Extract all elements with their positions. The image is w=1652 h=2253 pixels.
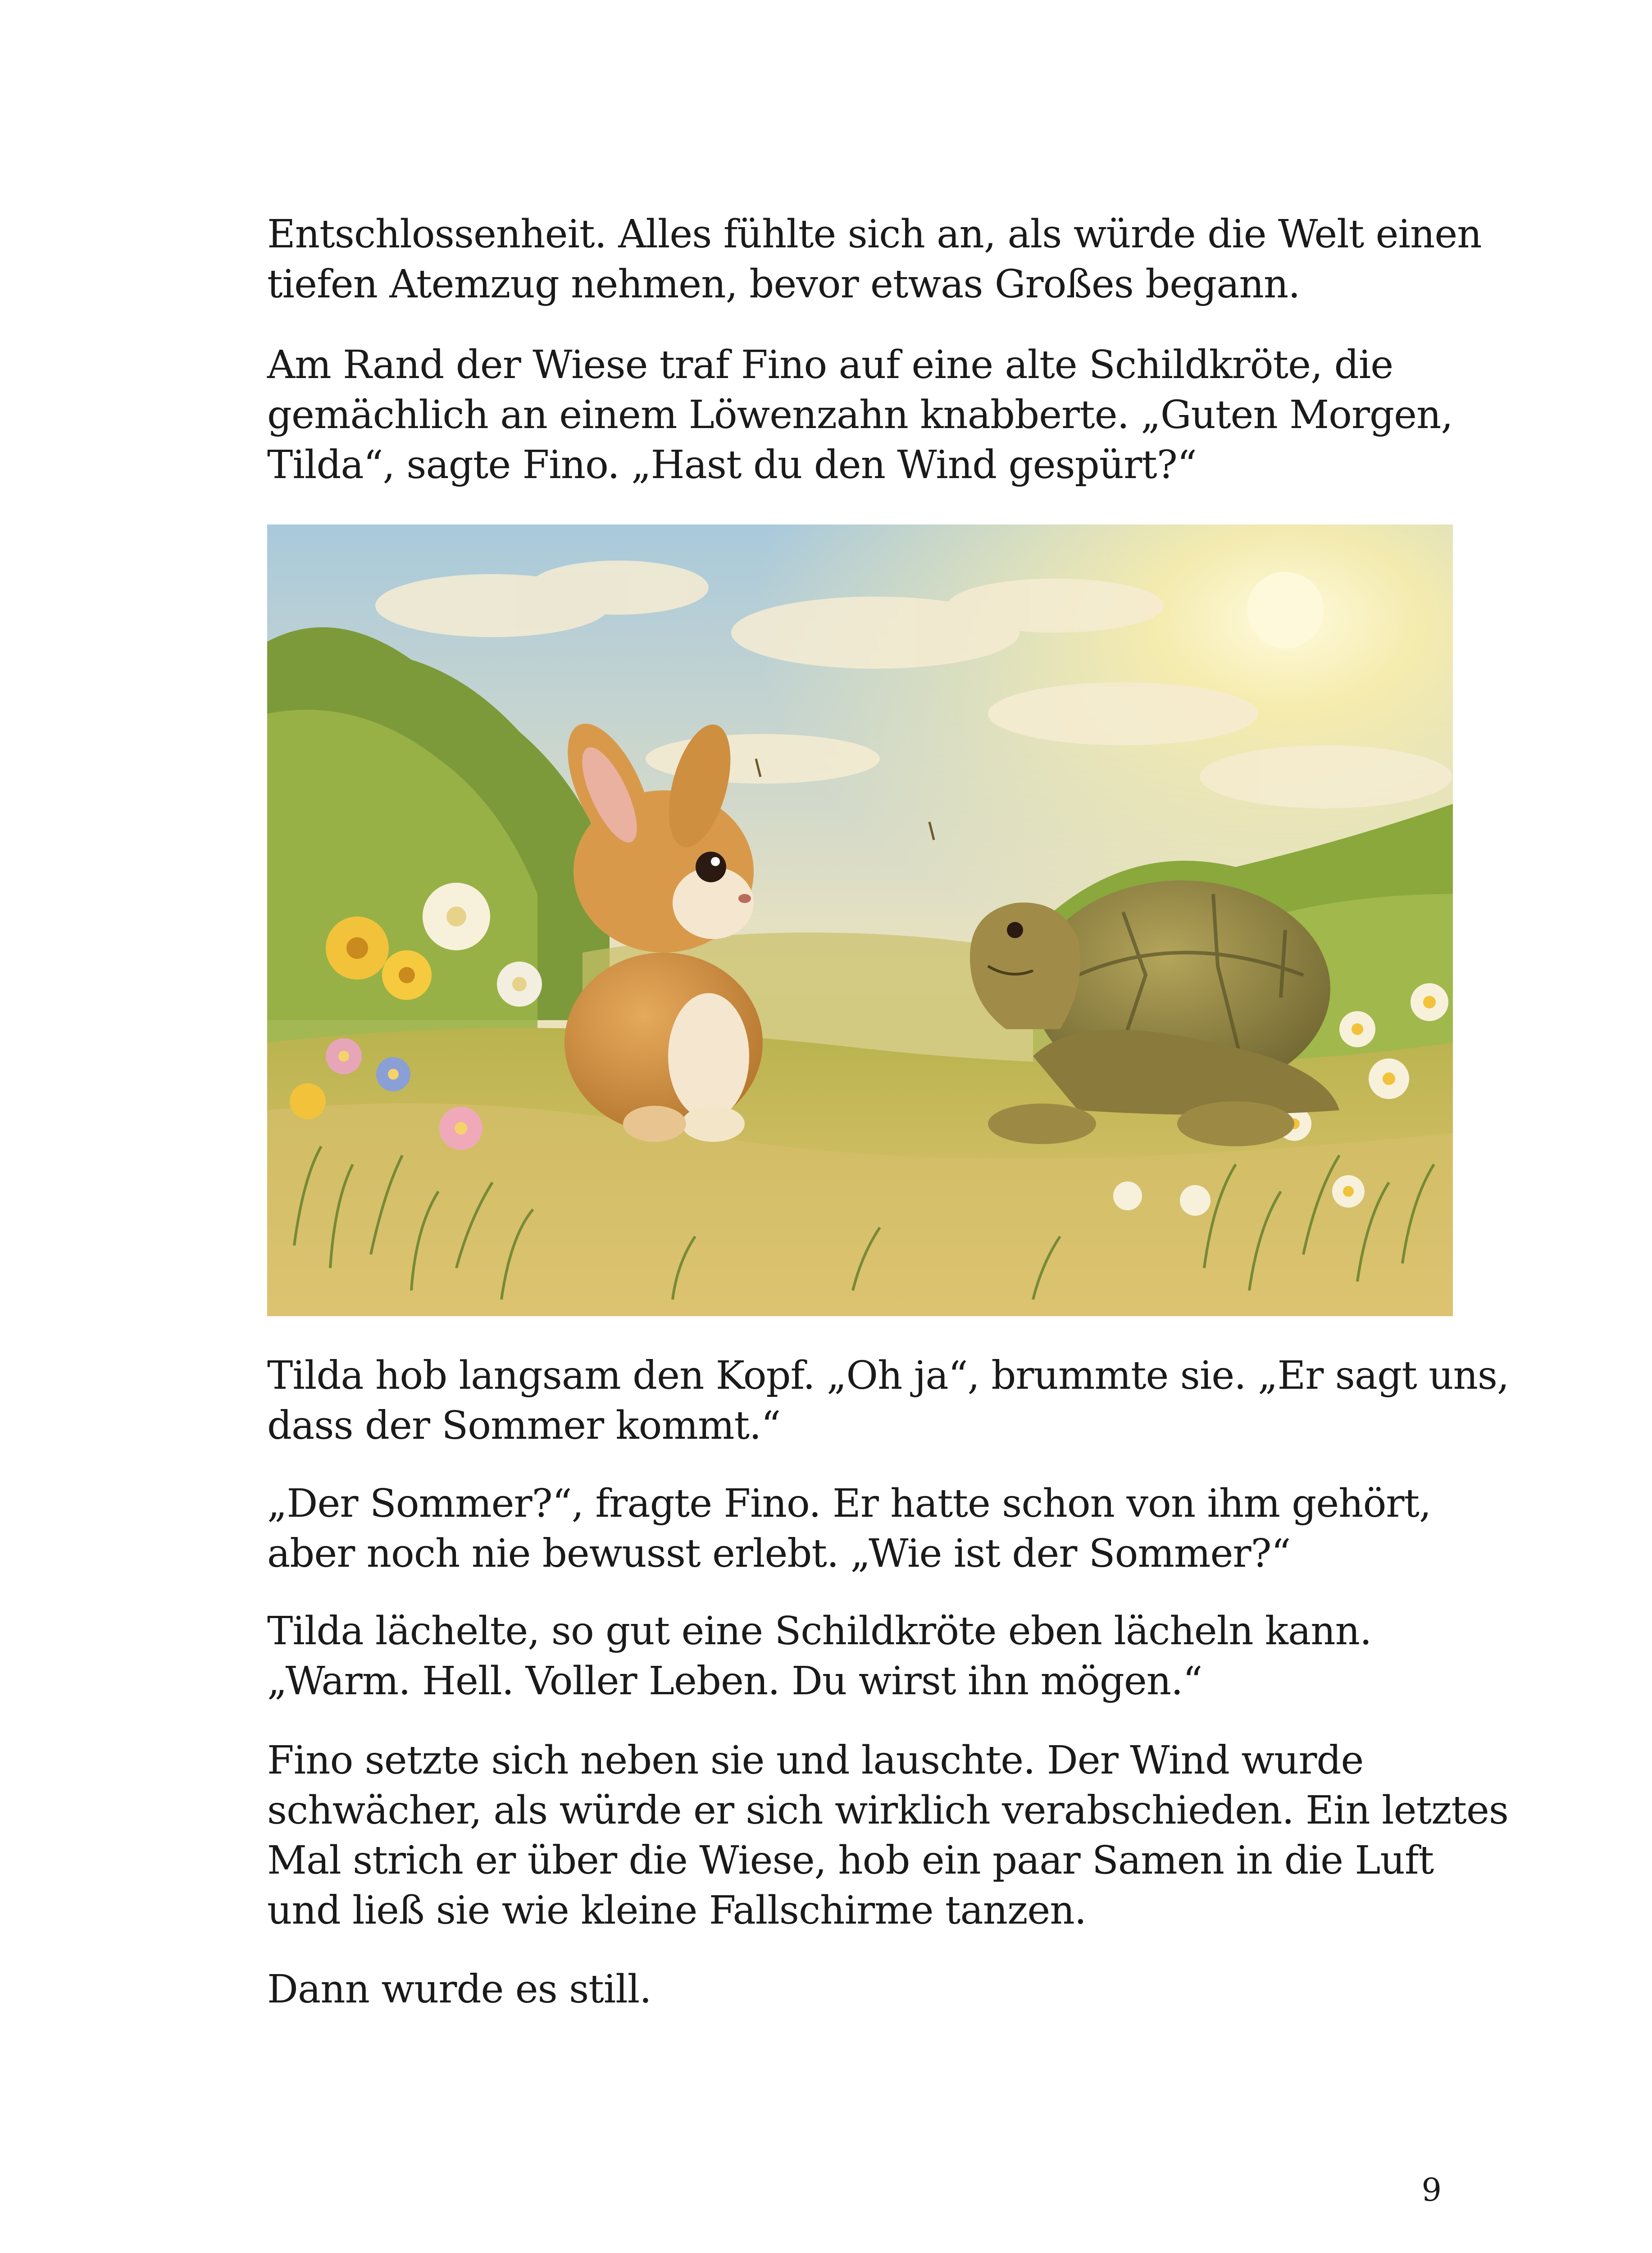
paragraph-line: Tilda“, sagte Fino. „Hast du den Wind gespürt?“: [267, 442, 1197, 488]
paragraph-line: Tilda hob langsam den Kopf. „Oh ja“, brummte sie. „Er sagt uns,: [267, 1353, 1509, 1398]
paragraph-4: [267, 1479, 1484, 1579]
rabbit-and-turtle-illustration: [267, 524, 1453, 1316]
turtle: [970, 880, 1339, 1146]
paragraph-1: [267, 210, 1484, 310]
paragraph-line: „Der Sommer?“, fragte Fino. Er hatte schon von ihm gehört,: [267, 1481, 1431, 1526]
paragraph-line: Mal strich er über die Wiese, hob ein paar Samen in die Luft: [267, 1838, 1434, 1883]
paragraph-2: [267, 340, 1484, 490]
page-number: 9: [1421, 2171, 1442, 2208]
meadow-illustration: [267, 524, 1453, 1316]
paragraph-line: schwächer, als würde er sich wirklich verabschieden. Ein letztes: [267, 1788, 1508, 1833]
paragraph-6: [267, 1736, 1508, 1936]
paragraph-line: und ließ sie wie kleine Fallschirme tanzen.: [267, 1888, 1087, 1933]
paragraph-line: gemächlich an einem Löwenzahn knabberte. „Guten Morgen,: [267, 392, 1453, 438]
paragraph-line: Dann wurde es still.: [267, 1967, 651, 2012]
paragraph-line: Entschlossenheit. Alles fühlte sich an, als würde die Welt einen: [267, 212, 1482, 257]
paragraph-line: dass der Sommer kommt.“: [267, 1403, 781, 1448]
paragraph-5: [267, 1606, 1484, 1706]
paragraph-3: [267, 1351, 1509, 1451]
paragraph-line: tiefen Atemzug nehmen, bevor etwas Großes begann.: [267, 262, 1300, 307]
paragraph-line: Fino setzte sich neben sie und lauschte. Der Wind wurde: [267, 1738, 1364, 1783]
paragraph-line: Am Rand der Wiese traf Fino auf eine alte Schildkröte, die: [267, 342, 1393, 388]
paragraph-line: aber noch nie bewusst erlebt. „Wie ist der Sommer?“: [267, 1531, 1291, 1576]
paragraph-line: Tilda lächelte, so gut eine Schildkröte eben lächeln kann.: [267, 1609, 1372, 1654]
sun: [1247, 572, 1324, 648]
paragraph-7: [267, 1965, 1484, 2015]
paragraph-line: „Warm. Hell. Voller Leben. Du wirst ihn mögen.“: [267, 1659, 1202, 1704]
